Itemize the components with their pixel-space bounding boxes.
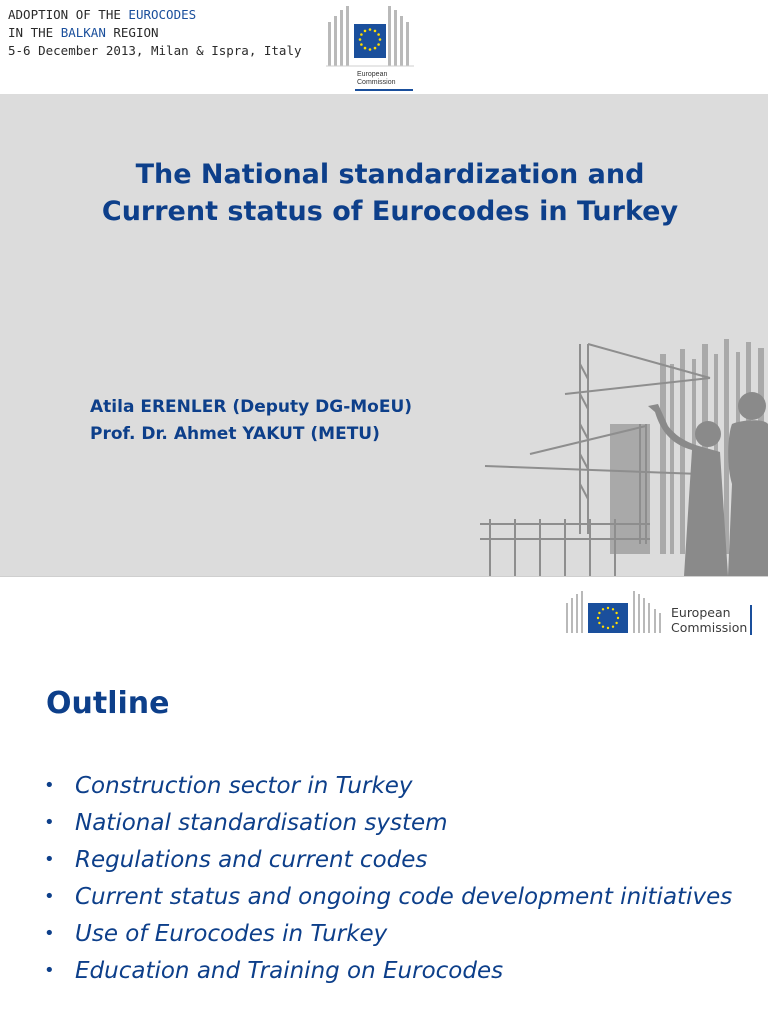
list-item: • Education and Training on Eurocodes bbox=[44, 958, 504, 984]
ec-building-logo bbox=[326, 0, 414, 92]
list-item: • Current status and ongoing code development initiatives bbox=[44, 884, 733, 910]
authors bbox=[90, 394, 412, 448]
bullet-dot-icon: • bbox=[44, 775, 55, 796]
eu-flag-icon bbox=[354, 24, 386, 58]
bullet-dot-icon: • bbox=[44, 960, 55, 981]
list-item: • National standardisation system bbox=[44, 810, 448, 836]
ec-building-logo-small bbox=[566, 583, 666, 635]
logo-rule bbox=[355, 89, 413, 91]
list-item: • Use of Eurocodes in Turkey bbox=[44, 921, 388, 947]
svg-text:European: European bbox=[357, 71, 388, 78]
bullet-dot-icon: • bbox=[44, 812, 55, 833]
outline-slide bbox=[0, 576, 768, 1025]
presentation-title: The National standardization and Current status of Eurocodes in Turkey bbox=[101, 159, 679, 227]
bullet-dot-icon: • bbox=[44, 886, 55, 907]
wordmark-rule bbox=[750, 605, 752, 635]
author-2: Prof. Dr. Ahmet YAKUT (METU) bbox=[90, 424, 380, 444]
title-band bbox=[0, 94, 768, 576]
construction-silhouette-image bbox=[470, 334, 768, 576]
event-info bbox=[8, 6, 302, 60]
ec-wordmark: European Commission bbox=[671, 605, 748, 635]
event-line-1: ADOPTION OF THE EUROCODES bbox=[8, 7, 197, 22]
list-item: • Construction sector in Turkey bbox=[44, 773, 413, 799]
author-1: Atila ERENLER (Deputy DG-MoEU) bbox=[90, 397, 413, 417]
list-item: • Regulations and current codes bbox=[44, 847, 428, 873]
event-line-2: IN THE BALKAN REGION bbox=[8, 25, 159, 40]
outline-heading: Outline bbox=[46, 686, 170, 721]
bullet-dot-icon: • bbox=[44, 849, 55, 870]
event-line-3: 5-6 December 2013, Milan & Ispra, Italy bbox=[8, 43, 302, 58]
bullet-dot-icon: • bbox=[44, 923, 55, 944]
outline-list bbox=[44, 771, 744, 993]
eu-flag-icon bbox=[588, 603, 628, 633]
svg-text:Commission: Commission bbox=[357, 79, 396, 86]
